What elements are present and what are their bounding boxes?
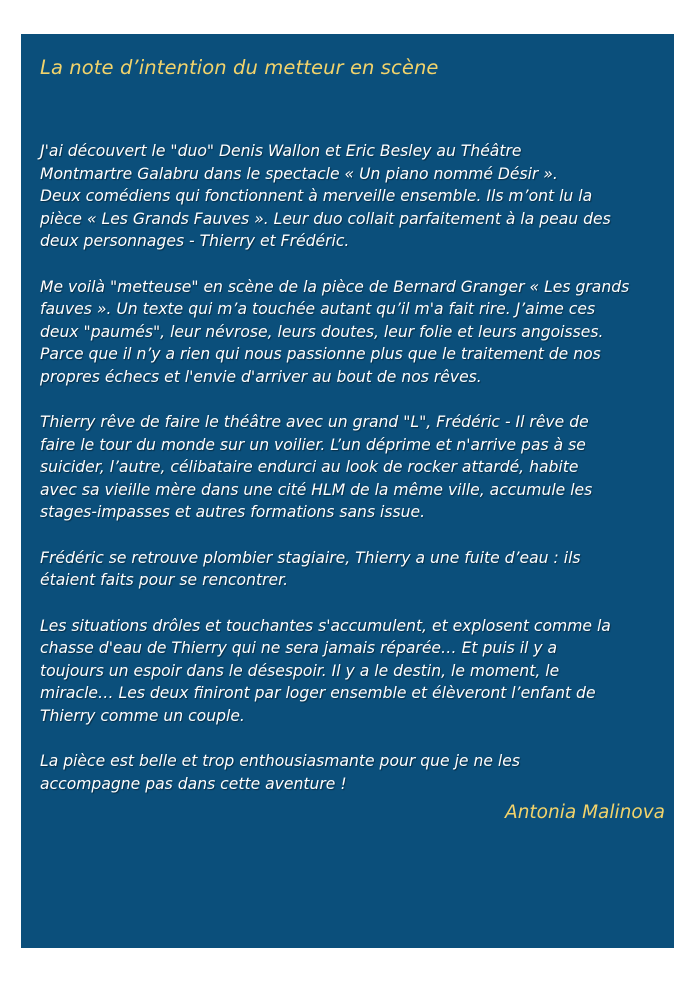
text-line: avec sa vieille mère dans une cité HLM de la même ville, accumule les: [40, 480, 593, 499]
paragraph-4: [40, 547, 660, 592]
text-line: pièce « Les Grands Fauves ». Leur duo collait parfaitement à la peau des: [40, 209, 611, 228]
note-body: [40, 140, 660, 818]
text-line: Parce que il n’y a rien qui nous passionne plus que le traitement de nos: [40, 345, 601, 363]
text-line: Thierry comme un couple.: [40, 706, 245, 725]
text-line: J'ai découvert le "duo" Denis Wallon et Eric Besley au Théâtre: [40, 142, 522, 160]
text-line: fauves ». Un texte qui m’a touchée autant qu’il m'a fait rire. J’aime ces: [40, 300, 596, 318]
text-line: suicider, l’autre, célibataire endurci au look de rocker attardé, habite: [40, 458, 579, 476]
text-line: Thierry rêve de faire le théâtre avec un grand "L", Frédéric - Il rêve de: [40, 413, 589, 431]
paragraph-1: [40, 140, 660, 253]
text-line: stages-impasses et autres formations sans issue.: [40, 503, 426, 521]
author-signature: Antonia Malinova: [505, 802, 665, 823]
text-line: accompagne pas dans cette aventure !: [40, 774, 347, 793]
text-line: deux personnages - Thierry et Frédéric.: [40, 232, 350, 250]
page-title: La note d’intention du metteur en scène: [40, 56, 439, 79]
paragraph-2: [40, 276, 660, 389]
note-panel: [21, 34, 674, 948]
text-line: miracle… Les deux finiront par loger ensemble et élèveront l’enfant de: [40, 684, 596, 702]
text-line: toujours un espoir dans le désespoir. Il y a le destin, le moment, le: [40, 661, 560, 680]
text-line: Deux comédiens qui fonctionnent à merveille ensemble. Ils m’ont lu la: [40, 187, 593, 205]
paragraph-3: [40, 411, 660, 524]
text-line: étaient faits pour se rencontrer.: [40, 571, 289, 589]
text-line: propres échecs et l'envie d'arriver au bout de nos rêves.: [40, 367, 482, 386]
text-line: Me voilà "metteuse" en scène de la pièce de Bernard Granger « Les grands: [40, 277, 630, 296]
text-line: Frédéric se retrouve plombier stagiaire, Thierry a une fuite d’eau : ils: [40, 548, 581, 567]
text-line: faire le tour du monde sur un voilier. L’un déprime et n'arrive pas à se: [40, 435, 586, 454]
paragraph-6: [40, 750, 660, 795]
text-line: Les situations drôles et touchantes s'accumulent, et explosent comme la: [40, 616, 611, 635]
text-line: La pièce est belle et trop enthousiasmante pour que je ne les: [40, 752, 520, 770]
text-line: Montmartre Galabru dans le spectacle « Un piano nommé Désir ».: [40, 164, 558, 183]
text-line: deux "paumés", leur névrose, leurs doutes, leur folie et leurs angoisses.: [40, 322, 604, 341]
paragraph-5: [40, 615, 660, 728]
text-line: chasse d'eau de Thierry qui ne sera jamais réparée… Et puis il y a: [40, 639, 558, 657]
